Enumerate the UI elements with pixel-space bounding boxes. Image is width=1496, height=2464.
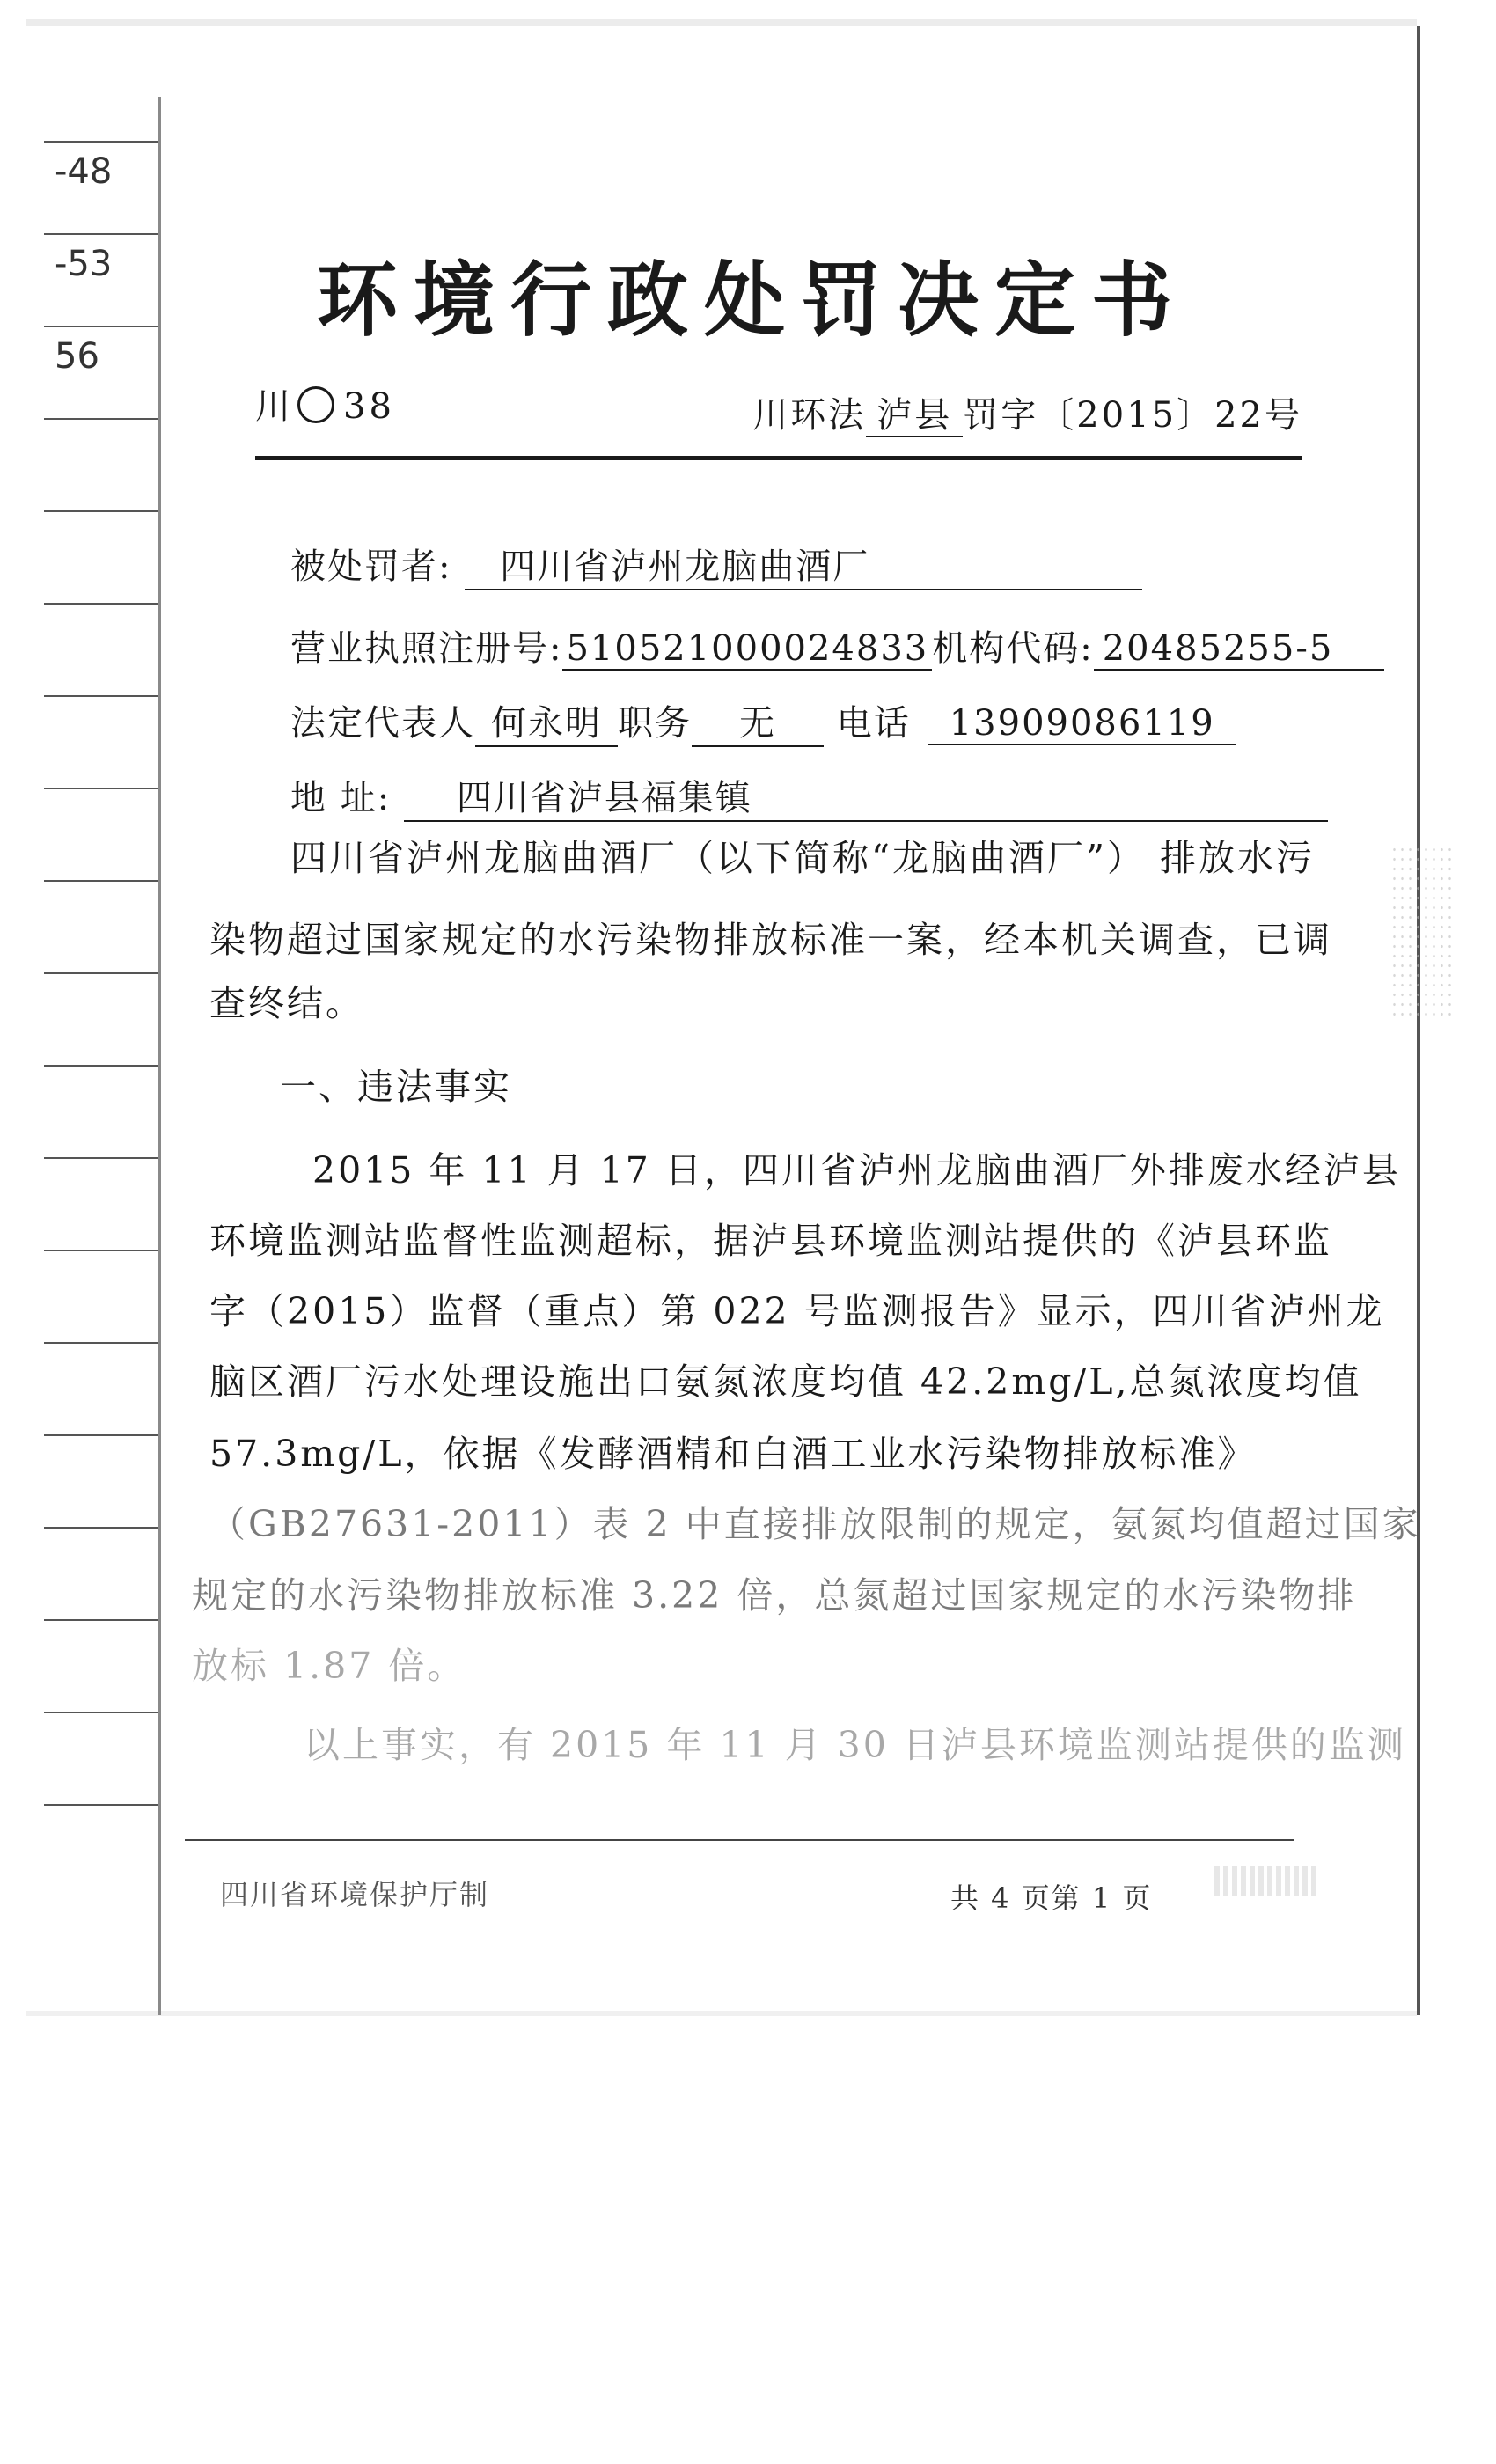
margin-tick [44,880,158,882]
margin-tick [44,1712,158,1713]
facts-line: 2015 年 11 月 17 日，四川省泸州龙脑曲酒厂外排废水经泸县 [312,1149,1401,1192]
margin-tick [44,418,158,420]
facts-line: 环境监测站监督性监测超标，据泸县环境监测站提供的《泸县环监 [209,1220,1332,1262]
representative-field [290,695,1236,747]
license-field [290,620,1384,671]
section-heading: 一、违法事实 [280,1066,512,1108]
position-value: 无 [692,695,824,747]
margin-tick [44,141,158,143]
scan-speckle [1390,845,1452,1021]
margin-tick [44,1157,158,1159]
faded-stamp-mark [1214,1866,1320,1896]
facts-line: 放标 1.87 倍。 [192,1645,466,1687]
circle-mark-icon [297,386,334,423]
doc-number-county: 泸县 [866,395,963,437]
serial-prefix: 川 [255,386,294,427]
margin-tick [44,1342,158,1344]
rep-value: 何永明 [475,695,618,747]
margin-tick [44,1250,158,1251]
margin-tick [44,510,158,512]
address-label: 地 址: [290,778,392,818]
margin-tick [44,695,158,697]
facts-line: 字（2015）监督（重点）第 022 号监测报告》显示，四川省泸州龙 [209,1290,1385,1332]
evidence-line: 以上事实，有 2015 年 11 月 30 日泸县环境监测站提供的监测 [304,1724,1406,1766]
party-value: 四川省泸州龙脑曲酒厂 [465,539,1142,590]
margin-tick [44,233,158,235]
phone-value: 13909086119 [928,703,1236,745]
org-code-label: 机构代码: [932,628,1094,669]
margin-tick [44,1804,158,1806]
scan-top-shadow [26,19,1417,26]
phone-label: 电话 [836,703,911,744]
header-rule [255,456,1302,460]
doc-number-prefix: 川环法 [752,395,867,436]
document-number [752,387,1302,437]
margin-tick [44,1527,158,1529]
margin-number: 56 [55,336,99,377]
license-label: 营业执照注册号: [290,628,563,669]
facts-line: 57.3mg/L，依据《发酵酒精和白酒工业水污染物排放标准》 [209,1433,1257,1475]
party-label: 被处罚者: [290,546,452,587]
intro-line: 查终结。 [209,982,364,1024]
page-right-edge [1417,26,1420,2015]
address-value: 四川省泸县福集镇 [404,770,1328,822]
document-serial [255,378,395,429]
margin-tick [44,1434,158,1436]
scan-bottom-shadow [26,2011,1417,2016]
margin-tick [44,788,158,789]
margin-tick [44,603,158,605]
facts-line: （GB27631-2011）表 2 中直接排放限制的规定，氨氮均值超过国家 [209,1503,1421,1545]
footer-page-info: 共 4 页第 1 页 [950,1881,1153,1915]
rep-label: 法定代表人 [290,703,475,744]
org-code-value: 20485255-5 [1094,628,1384,671]
margin-tick [44,1065,158,1067]
party-field [290,539,1142,590]
position-label: 职务 [618,703,692,744]
serial-number: 38 [343,386,395,427]
margin-tick [44,1619,158,1621]
facts-line: 脑区酒厂污水处理设施出口氨氮浓度均值 42.2mg/L,总氮浓度均值 [209,1360,1362,1403]
facts-line: 规定的水污染物排放标准 3.22 倍，总氮超过国家规定的水污染物排 [192,1574,1357,1617]
intro-line: 四川省泸州龙脑曲酒厂（以下简称“龙脑曲酒厂”） 排放水污 [290,837,1315,879]
margin-number: -48 [55,151,113,192]
address-field [290,770,1328,822]
document-title: 环境行政处罚决定书 [316,253,1188,348]
margin-number: -53 [55,244,113,284]
license-value: 510521000024833 [562,628,932,671]
doc-number-suffix: 罚字〔2015〕22号 [963,395,1302,436]
binding-line [158,97,161,2015]
footer-rule [185,1839,1294,1841]
margin-tick [44,972,158,974]
intro-line: 染物超过国家规定的水污染物排放标准一案，经本机关调查，已调 [209,919,1332,961]
footer-issuer: 四川省环境保护厅制 [220,1878,490,1911]
